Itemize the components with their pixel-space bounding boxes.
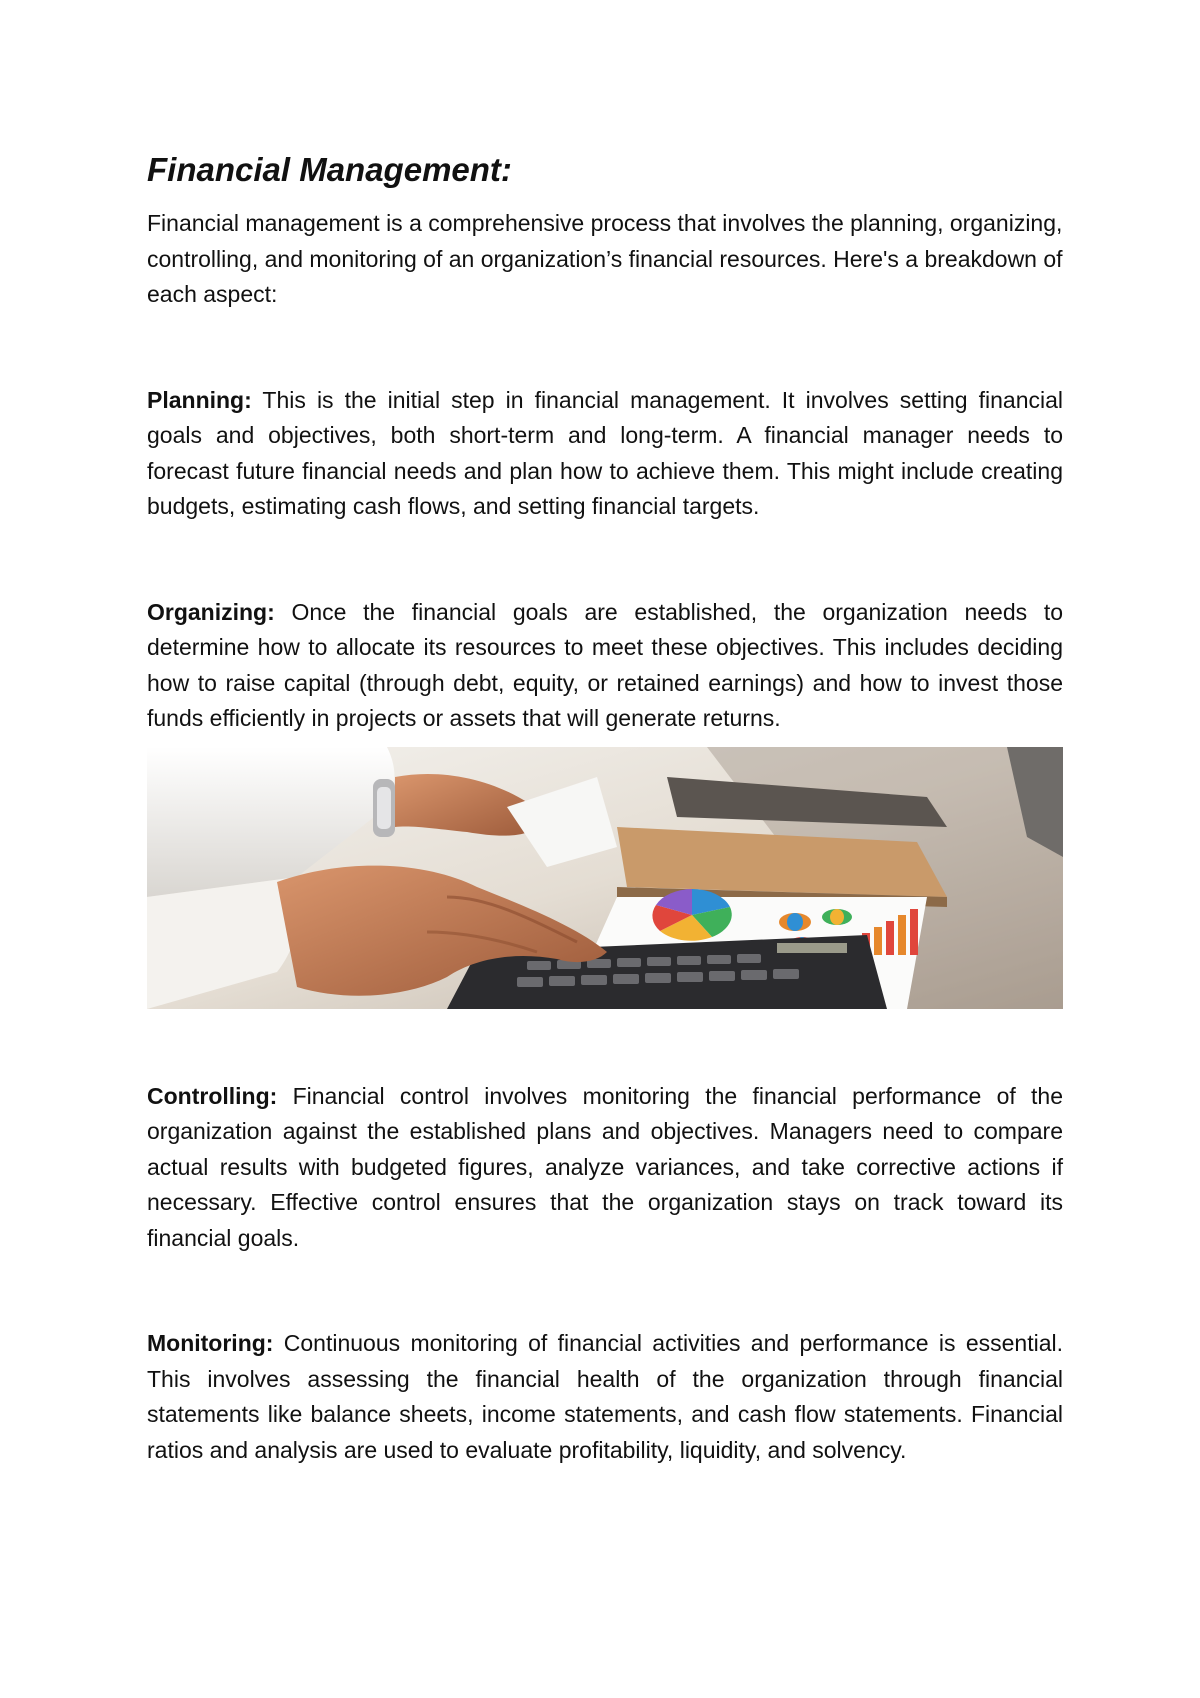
section-term: Controlling: — [147, 1082, 278, 1109]
section-text: Financial control involves monitoring the financial performance of the organization against the established plans and objectives. Managers need to compare actual results with budgeted figures, analyze variances, and take corrective actions if necessary. Effective control ensures that the organization stays on track toward its financial goals. — [147, 1082, 1063, 1251]
section-organizing — [147, 595, 1063, 737]
document-body — [147, 150, 1063, 1468]
section-controlling — [147, 1079, 1063, 1257]
section-text: Once the financial goals are established, the organization needs to determine how to allocate its resources to meet these objectives. This includes deciding how to raise capital (through debt, equity, or retained earnings) and how to invest those funds efficiently in projects or assets that will generate returns. — [147, 598, 1063, 731]
calculator-hand-photo — [147, 747, 1063, 1009]
section-text: This is the initial step in financial management. It involves setting financial goals and objectives, both short-term and long-term. A financial manager needs to forecast future financial needs and plan how to achieve them. This might include creating budgets, estimating cash flows, and setting financial targets. — [147, 386, 1063, 519]
section-text: Continuous monitoring of financial activities and performance is essential. This involves assessing the financial health of the organization through financial statements like balance sheets, income statements, and cash flow statements. Financial ratios and analysis are used to evaluate profitability, liquidity, and solvency. — [147, 1330, 1063, 1463]
section-term: Organizing: — [147, 598, 275, 625]
section-monitoring — [147, 1326, 1063, 1468]
section-planning — [147, 383, 1063, 525]
intro-paragraph: Financial management is a comprehensive process that involves the planning, organizing, controlling, and monitoring of an organization’s financial resources. Here's a breakdown of each aspect: — [147, 210, 1063, 307]
section-term: Monitoring: — [147, 1330, 274, 1356]
document-title: Financial Management: — [147, 151, 512, 188]
section-term: Planning: — [147, 386, 252, 413]
